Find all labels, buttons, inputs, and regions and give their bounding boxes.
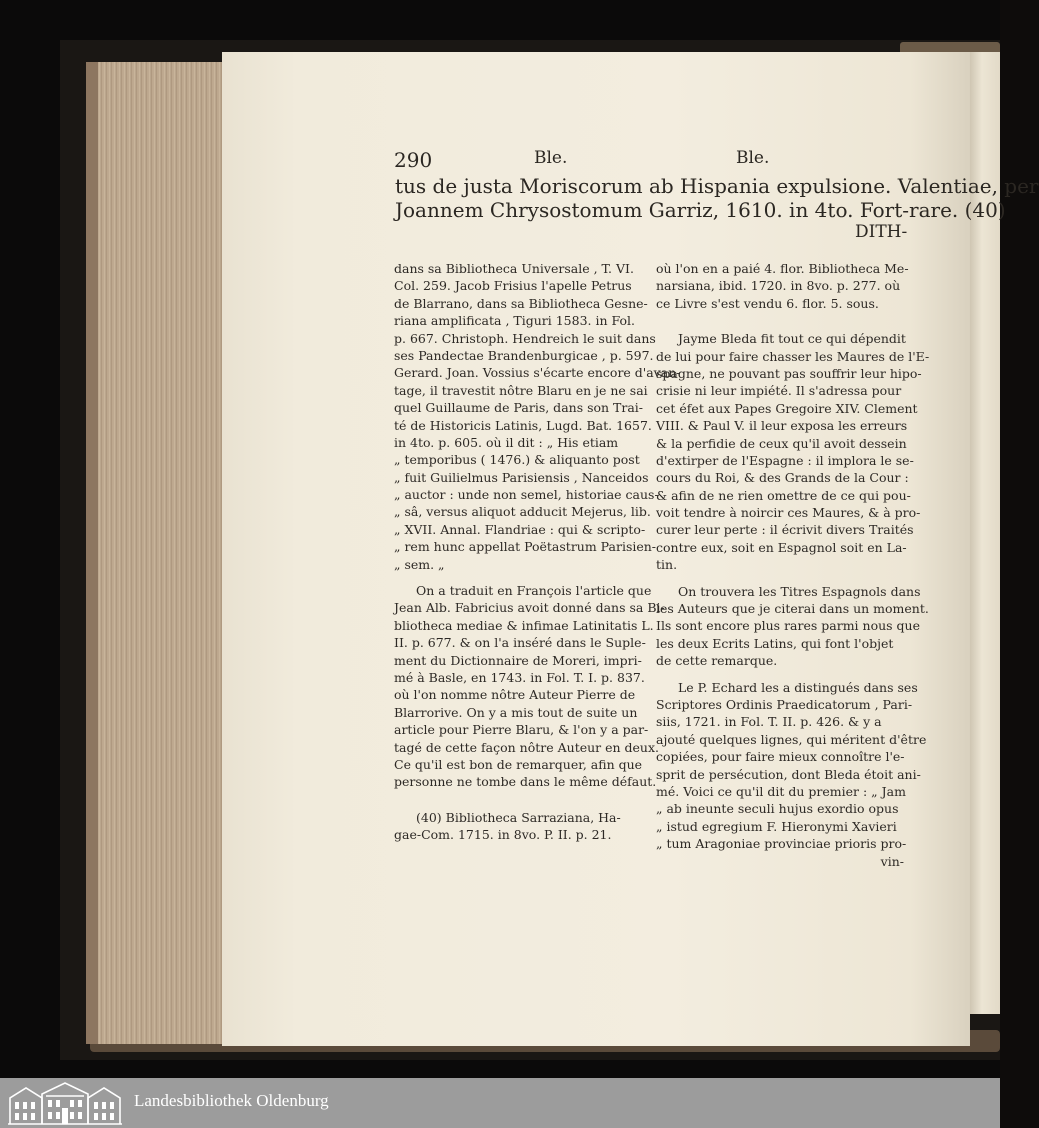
text-line: ment du Dictionnaire de Moreri, impri- bbox=[394, 652, 642, 668]
text-line: contre eux, soit en Espagnol soit en La- bbox=[656, 539, 907, 555]
text-line: in 4to. p. 605. où il dit : „ His etiam bbox=[394, 434, 619, 450]
text-line: té de Historicis Latinis, Lugd. Bat. 1657. bbox=[394, 417, 652, 433]
library-building-logo-icon bbox=[6, 1080, 124, 1126]
text-line: & la perfidie de ceux qu'il avoit dessein bbox=[656, 435, 907, 451]
text-line: crisie ni leur impiété. Il s'adressa pour bbox=[656, 383, 902, 399]
text-line: & afin de ne rien omettre de ce qui pou- bbox=[656, 487, 911, 503]
text-line: ajouté quelques lignes, qui méritent d'être bbox=[656, 731, 927, 747]
footnote-line: gae-Com. 1715. in 8vo. P. II. p. 21. bbox=[394, 827, 612, 843]
text-line: „ auctor : unde non semel, historiae caus- bbox=[394, 487, 659, 503]
text-line: tagé de cette façon nôtre Auteur en deux. bbox=[394, 739, 660, 755]
text-line: Gerard. Joan. Vossius s'écarte encore d'avan- bbox=[394, 365, 681, 381]
text-line: „ sem. „ bbox=[394, 556, 445, 572]
text-line: personne ne tombe dans le même défaut. bbox=[394, 774, 657, 790]
right-paragraph-4 bbox=[656, 679, 927, 870]
text-line: les deux Ecrits Latins, qui font l'objet bbox=[656, 635, 894, 651]
text-line: „ ab ineunte seculi hujus exordio opus bbox=[656, 801, 899, 817]
text-line: „ istud egregium F. Hieronymi Xavieri bbox=[656, 818, 897, 834]
right-paragraph-2 bbox=[656, 330, 930, 573]
running-head-left: Ble. bbox=[534, 148, 568, 168]
text-line: Le P. Echard les a distingués dans ses bbox=[678, 679, 918, 695]
text-line: sprit de persécution, dont Bleda étoit ani- bbox=[656, 766, 921, 782]
text-line: les Auteurs que je citerai dans un moment. bbox=[656, 601, 929, 617]
text-line: „ XVII. Annal. Flandriae : qui & scripto- bbox=[394, 521, 646, 537]
text-line: bliotheca mediae & infimae Latinitatis L. bbox=[394, 617, 654, 633]
right-column bbox=[656, 260, 930, 870]
text-line: „ sâ, versus aliquot adducit Mejerus, lib. bbox=[394, 504, 651, 520]
title-line-2: Joannem Chrysostomum Garriz, 1610. in 4to. Fort-rare. (40) bbox=[395, 198, 1006, 222]
text-line: voit tendre à noircir ces Maures, & à pro- bbox=[656, 505, 921, 521]
text-line: où l'on nomme nôtre Auteur Pierre de bbox=[394, 687, 636, 703]
library-footer-bar bbox=[0, 1078, 1000, 1128]
text-line: Jayme Bleda fit tout ce qui dépendit bbox=[678, 331, 906, 347]
footnote bbox=[394, 809, 642, 844]
title-line-1: tus de justa Moriscorum ab Hispania expulsione. Valentiae, per bbox=[395, 174, 1039, 198]
text-line: de cette remarque. bbox=[656, 653, 778, 669]
text-line: p. 667. Christoph. Hendreich le suit dans bbox=[394, 330, 656, 346]
text-line: On a traduit en François l'article que bbox=[416, 583, 652, 599]
text-line: On trouvera les Titres Espagnols dans bbox=[678, 583, 921, 599]
text-line: VIII. & Paul V. il leur exposa les erreurs bbox=[656, 418, 908, 434]
footnote-line: (40) Bibliotheca Sarraziana, Ha- bbox=[416, 809, 621, 825]
text-line: „ temporibus ( 1476.) & aliquanto post bbox=[394, 452, 640, 468]
page-block-edges bbox=[86, 62, 238, 1044]
left-column bbox=[394, 260, 681, 844]
right-paragraph-1 bbox=[656, 260, 909, 312]
text-line: vin- bbox=[880, 853, 904, 869]
catchword: DITH- bbox=[855, 222, 908, 242]
text-line: Ce qu'il est bon de remarquer, afin que bbox=[394, 756, 643, 772]
text-line: Blarrorive. On y a mis tout de suite un bbox=[394, 704, 638, 720]
text-line: de Blarrano, dans sa Bibliotheca Gesne- bbox=[394, 295, 648, 311]
text-line: „ tum Aragoniae provinciae prioris pro- bbox=[656, 836, 907, 852]
text-line: de lui pour faire chasser les Maures de l'E- bbox=[656, 348, 930, 364]
text-line: Col. 259. Jacob Frisius l'apelle Petrus bbox=[394, 278, 632, 294]
text-line: curer leur perte : il écrivit divers Traités bbox=[656, 522, 914, 538]
text-line: „ rem hunc appellat Poëtastrum Parisien- bbox=[394, 539, 657, 555]
right-paragraph-3 bbox=[656, 583, 929, 670]
text-line: Jean Alb. Fabricius avoit donné dans sa Bi- bbox=[394, 600, 665, 616]
text-line: cours du Roi, & des Grands de la Cour : bbox=[656, 470, 909, 486]
text-line: tage, il travestit nôtre Blaru en je ne sai bbox=[394, 382, 648, 398]
text-line: riana amplificata , Tiguri 1583. in Fol. bbox=[394, 313, 635, 329]
left-paragraph-1 bbox=[394, 260, 681, 573]
text-line: article pour Pierre Blaru, & l'on y a par- bbox=[394, 722, 649, 738]
library-name: Landesbibliothek Oldenburg bbox=[134, 1091, 329, 1110]
text-line: dans sa Bibliotheca Universale , T. VI. bbox=[394, 261, 634, 276]
text-line: quel Guillaume de Paris, dans son Trai- bbox=[394, 400, 644, 416]
page-number: 290 bbox=[394, 148, 433, 172]
text-line: „ fuit Guilielmus Parisiensis , Nanceidos bbox=[394, 469, 649, 485]
text-line: narsiana, ibid. 1720. in 8vo. p. 277. où bbox=[656, 278, 901, 294]
text-line: ses Pandectae Brandenburgicae , p. 597. bbox=[394, 347, 654, 363]
text-line: Scriptores Ordinis Praedicatorum , Pari- bbox=[656, 696, 913, 712]
left-paragraph-2 bbox=[394, 582, 665, 791]
text-line: mé. Voici ce qu'il dit du premier : „ Jam bbox=[656, 783, 906, 799]
text-line: spagne, ne pouvant pas souffrir leur hipo- bbox=[656, 365, 922, 381]
text-line: mé à Basle, en 1743. in Fol. T. I. p. 837. bbox=[394, 669, 645, 685]
text-line: d'extirper de l'Espagne : il implora le se- bbox=[656, 452, 914, 468]
text-line: II. p. 677. & on l'a inséré dans le Suple- bbox=[394, 635, 646, 651]
text-line: siis, 1721. in Fol. T. II. p. 426. & y a bbox=[656, 714, 882, 730]
text-line: cet éfet aux Papes Gregoire XIV. Clement bbox=[656, 400, 918, 416]
text-line: copiées, pour faire mieux connoître l'e- bbox=[656, 749, 905, 765]
text-line: ce Livre s'est vendu 6. flor. 5. sous. bbox=[656, 295, 879, 311]
running-head-right: Ble. bbox=[736, 148, 770, 168]
text-line: Ils sont encore plus rares parmi nous que bbox=[656, 618, 920, 634]
text-line: tin. bbox=[656, 557, 678, 573]
text-line: où l'on en a paié 4. flor. Bibliotheca Me- bbox=[656, 261, 909, 276]
